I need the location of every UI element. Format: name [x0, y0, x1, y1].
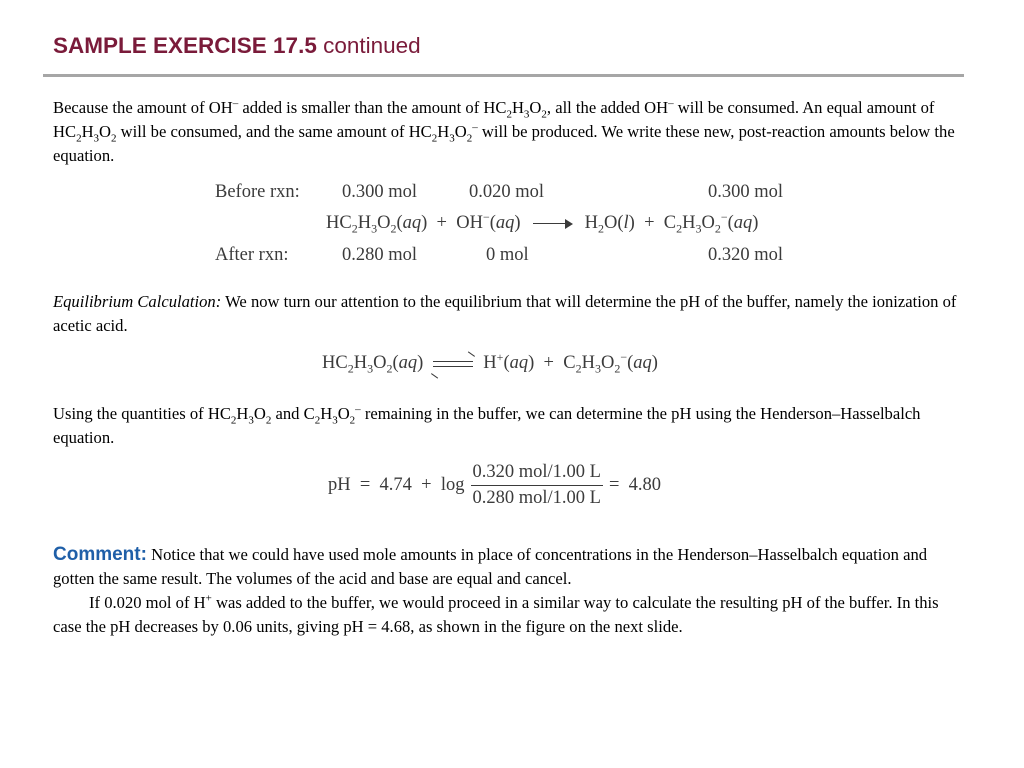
comment-paragraph: Comment: Notice that we could have used mole amounts in place of concentrations in the Henderson–Hasselbalch equation and gotten the same result. The volumes of the acid and base are equal and cancel. If 0.020 mol of H+ was added to the buffer, we would proceed in a similar way to calculate the resulting pH of the buffer. In this case the pH decreases by 0.06 units, giving pH = 4.68, as shown in the figure on the next slide. — [53, 544, 939, 636]
equilibrium-paragraph: Equilibrium Calculation: We now turn our attention to the equilibrium that will determine the pH of the buffer, namely the ionization of acetic acid. — [53, 292, 957, 335]
title-bold: SAMPLE EXERCISE 17.5 — [53, 33, 317, 58]
after-hydroxide-amount: 0 mol — [486, 245, 529, 265]
slide-title — [53, 33, 421, 59]
fraction-denominator: 0.280 mol/1.00 L — [471, 485, 603, 509]
title-divider — [43, 74, 964, 77]
neutralization-equation: $HC_2H_3O_2(aq) + OH^-(aq) H_2O(l) + C_2H_3O_2^-(aq)$ — [326, 209, 759, 236]
after-label: After rxn: — [215, 245, 289, 265]
ph-lhs: pH = 4.74 + log — [328, 475, 465, 495]
reaction-arrow-icon — [533, 219, 573, 229]
equilibrium-arrow-icon — [431, 358, 475, 370]
ph-result: = 4.80 — [608, 475, 662, 495]
comment-heading: Comment: — [53, 544, 147, 565]
after-acetate-amount: 0.320 mol — [708, 245, 784, 265]
before-acetate-amount: 0.300 mol — [708, 182, 784, 202]
intro-paragraph: Because the amount of OH– added is smaller than the amount of $HC_2H_3O_2$, all the added OH– will be consumed. An equal amount of $HC_2H_3O_2$ will be consumed, and the same amount of $HC_2H_3O_2^-$ will be produced. We write these new, post-reaction amounts below the equation. — [53, 97, 955, 165]
log-fraction — [471, 462, 603, 509]
before-label: Before rxn: — [215, 182, 300, 202]
fraction-numerator: 0.320 mol/1.00 L — [472, 462, 601, 482]
before-acid-amount: 0.300 mol — [342, 182, 418, 202]
henderson-intro-paragraph: Using the quantities of $HC_2H_3O_2$ and $C_2H_3O_2^-$ remaining in the buffer, we can determine the pH using the Henderson–Hasselbalch equation. — [53, 403, 921, 447]
henderson-equation — [328, 462, 661, 509]
after-acid-amount: 0.280 mol — [342, 245, 418, 265]
equilibrium-equation: $HC_2H_3O_2(aq)$ $H^+(aq) + C_2H_3O_2^-(aq)$ — [322, 353, 658, 374]
title-rest: continued — [316, 33, 421, 58]
before-hydroxide-amount: 0.020 mol — [469, 182, 545, 202]
